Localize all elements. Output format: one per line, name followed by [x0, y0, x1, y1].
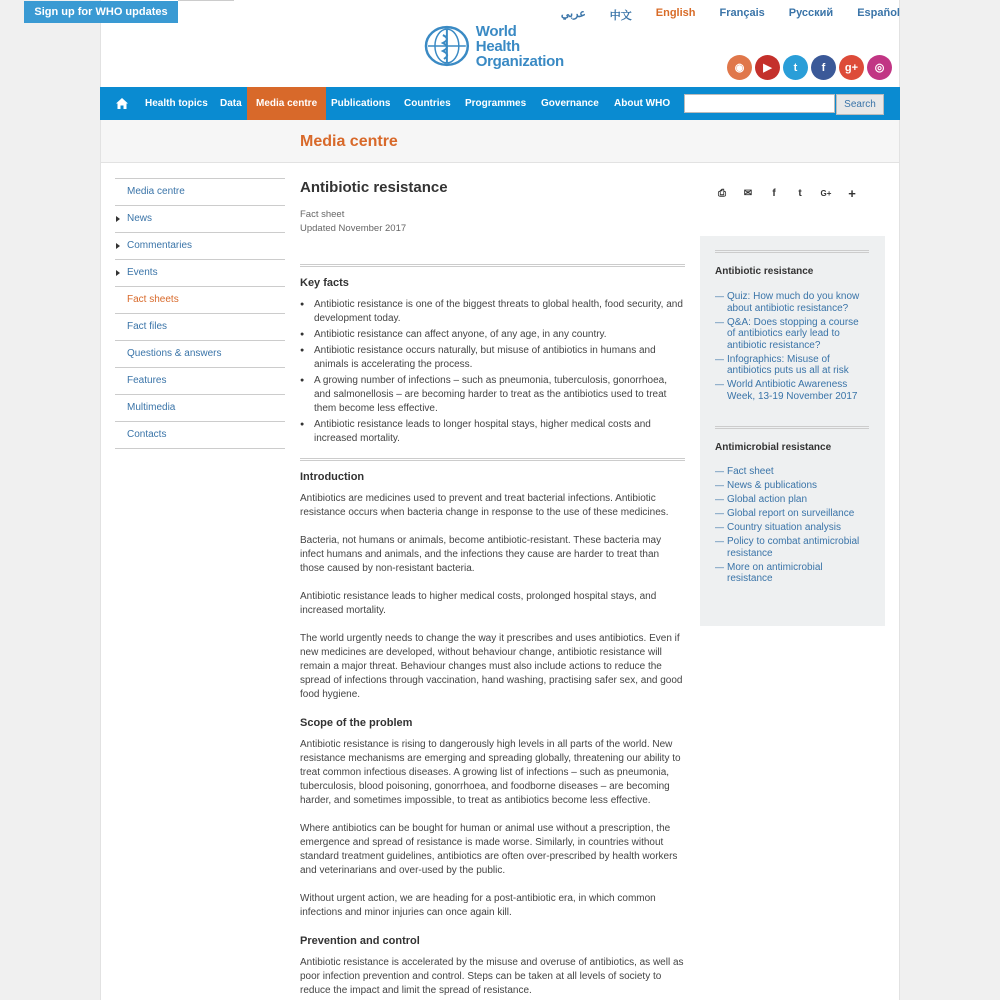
sidebar-links: [715, 291, 869, 405]
prevention-paragraph: Antibiotic resistance is accelerated by the misuse and overuse of antibiotics, as well as poor infection prevention and control. Steps can be taken at all levels of society to reduce the impact and limit the spread of resistance.: [300, 957, 684, 996]
logo-line-1: World Health: [475, 22, 520, 55]
key-fact-item: ● A growing number of infections – such as pneumonia, tuberculosis, gonorrhoea, and salmonellosis – are becoming harder to treat as the antibiotics used to treat them become less effective.: [300, 374, 685, 416]
intro-paragraph: Antibiotic resistance leads to higher medical costs, prolonged hospital stays, and increased mortality.: [300, 591, 657, 616]
key-facts-list: [300, 298, 685, 446]
scope-paragraph: Without urgent action, we are heading for a post-antibiotic era, in which common infections and minor injuries can once again kill.: [300, 893, 656, 918]
key-fact-item: ● Antibiotic resistance can affect anyone, of any age, in any country.: [300, 328, 685, 342]
section-header: [101, 120, 899, 163]
social-links: [727, 55, 895, 80]
who-emblem-icon: [424, 25, 470, 67]
youtube-icon[interactable]: ▶: [755, 55, 780, 80]
article-title: Antibiotic resistance: [300, 179, 448, 196]
article: [300, 178, 685, 998]
caret-right-icon: [116, 216, 120, 222]
google-plus-icon[interactable]: g+: [839, 55, 864, 80]
sidebar-link[interactable]: — Infographics: Misuse of antibiotics puts us all at risk: [715, 354, 869, 377]
leftnav-label: Commentaries: [127, 240, 193, 251]
lang-english[interactable]: English: [655, 7, 696, 19]
sidebar-link[interactable]: — More on antimicrobial resistance: [715, 562, 869, 585]
rss-icon[interactable]: ◉: [727, 55, 752, 80]
print-icon[interactable]: ⎙: [718, 188, 726, 199]
sidebar-link[interactable]: — Country situation analysis: [715, 522, 869, 534]
key-fact-item: ● Antibiotic resistance is one of the biggest threats to global health, food security, and development today.: [300, 298, 685, 326]
nav-publications[interactable]: Publications: [331, 98, 391, 109]
signup-divider: [178, 0, 234, 1]
language-selector: [561, 7, 900, 23]
sidebar-heading: Antibiotic resistance: [715, 266, 814, 277]
key-fact-item: ● Antibiotic resistance leads to longer hospital stays, higher medical costs and increased mortality.: [300, 418, 685, 446]
leftnav-label: Contacts: [127, 429, 167, 440]
search-button[interactable]: Search: [836, 94, 884, 115]
nav-countries[interactable]: Countries: [404, 98, 451, 109]
sidebar-link[interactable]: — Policy to combat antimicrobial resistance: [715, 536, 869, 559]
home-icon[interactable]: [116, 87, 130, 120]
sidebar-link[interactable]: — Quiz: How much do you know about antibiotic resistance?: [715, 291, 869, 314]
divider: [300, 264, 685, 267]
intro-paragraph: Bacteria, not humans or animals, become antibiotic-resistant. These bacteria may infect humans and animals, and the infections they cause are harder to treat than those caused by non-resistant bacteria.: [300, 535, 662, 574]
prevention-heading: Prevention and control: [300, 935, 420, 947]
more-share-icon[interactable]: +: [848, 186, 856, 201]
left-nav: [115, 178, 285, 449]
google-plus-share-icon[interactable]: G+: [820, 189, 832, 198]
signup-button[interactable]: Sign up for WHO updates: [24, 1, 178, 23]
sidebar-links: [715, 466, 869, 587]
logo-line-2: Organization: [475, 52, 564, 70]
article-updated: Updated November 2017: [300, 223, 407, 234]
who-logo[interactable]: [424, 22, 564, 70]
lang-arabic[interactable]: عربي: [560, 8, 586, 20]
nav-programmes[interactable]: Programmes: [465, 98, 527, 109]
key-fact-item: ● Antibiotic resistance occurs naturally, but misuse of antibiotics in humans and animals is accelerating the process.: [300, 344, 685, 372]
instagram-icon[interactable]: ◎: [867, 55, 892, 80]
related-sidebar: [700, 236, 885, 626]
sidebar-link[interactable]: — Global report on surveillance: [715, 508, 869, 520]
twitter-share-icon[interactable]: t: [798, 188, 802, 199]
intro-heading: Introduction: [300, 471, 365, 483]
leftnav-label: Fact files: [127, 321, 168, 332]
nav-about-who[interactable]: About WHO: [614, 98, 671, 109]
sidebar-heading: Antimicrobial resistance: [715, 442, 832, 453]
leftnav-news[interactable]: [115, 206, 285, 233]
sidebar-link[interactable]: — World Antibiotic Awareness Week, 13-19 November 2017: [715, 379, 869, 402]
section-title: Media centre: [300, 133, 398, 150]
leftnav-label: Questions & answers: [127, 348, 222, 359]
scope-paragraph: Antibiotic resistance is rising to dangerously high levels in all parts of the world. New resistance mechanisms are emerging and spreading globally, threatening our ability to treat common infectious diseases. A growing list of infections – such as pneumonia, tuberculosis, blood poisoning, gonorrhoea, and foodborne diseases – are becoming harder, and sometimes impossible, to treat as antibiotics become less effective.: [300, 739, 681, 806]
leftnav-media-centre[interactable]: [115, 179, 285, 206]
nav-data[interactable]: Data: [220, 98, 242, 109]
intro-paragraph: Antibiotics are medicines used to prevent and treat bacterial infections. Antibiotic resistance occurs when bacteria change in response to the use of these medicines.: [300, 493, 669, 518]
sidebar-divider: [715, 426, 869, 429]
caret-right-icon: [116, 270, 120, 276]
leftnav-events[interactable]: [115, 260, 285, 287]
leftnav-label: Multimedia: [127, 402, 176, 413]
leftnav-multimedia[interactable]: [115, 395, 285, 422]
leftnav-questions-answers[interactable]: [115, 341, 285, 368]
leftnav-commentaries[interactable]: [115, 233, 285, 260]
leftnav-label: Events: [127, 267, 158, 278]
intro-paragraph: The world urgently needs to change the way it prescribes and uses antibiotics. Even if new medicines are developed, without behaviour change, antibiotic resistance will remain a major threat. Behaviour changes must also include actions to reduce the spread of infections through vaccination, hand washing, practising safer sex, and good food hygiene.: [300, 633, 683, 700]
lang-russian[interactable]: Русский: [788, 7, 834, 19]
leftnav-fact-sheets[interactable]: [115, 287, 285, 314]
leftnav-fact-files[interactable]: [115, 314, 285, 341]
key-facts-heading: Key facts: [300, 277, 349, 289]
lang-french[interactable]: Français: [719, 7, 765, 19]
scope-paragraph: Where antibiotics can be bought for human or animal use without a prescription, the emergence and spread of resistance is made worse. Similarly, in countries without standard treatment guidelines, antibiotics are often over-prescribed by health workers and veterinarians and over-used by the public.: [300, 823, 678, 876]
divider: [300, 458, 685, 461]
sidebar-link[interactable]: — Q&A: Does stopping a course of antibiotics early lead to antibiotic resistance?: [715, 317, 869, 352]
leftnav-contacts[interactable]: [115, 422, 285, 449]
sidebar-link[interactable]: — Fact sheet: [715, 466, 869, 478]
email-icon[interactable]: ✉: [743, 188, 753, 199]
article-type: Fact sheet: [300, 209, 345, 220]
article-meta: [300, 208, 685, 236]
nav-media-centre[interactable]: Media centre: [247, 87, 326, 120]
nav-governance[interactable]: Governance: [541, 98, 599, 109]
sidebar-link[interactable]: — Global action plan: [715, 494, 869, 506]
leftnav-label: Media centre: [127, 186, 185, 197]
search-input[interactable]: [684, 94, 835, 113]
leftnav-label: Features: [127, 375, 167, 386]
twitter-icon[interactable]: t: [783, 55, 808, 80]
main-nav: [100, 87, 900, 120]
facebook-share-icon[interactable]: f: [772, 188, 776, 199]
lang-spanish[interactable]: Español: [857, 7, 900, 19]
nav-health-topics[interactable]: Health topics: [145, 98, 208, 109]
sidebar-link[interactable]: — News & publications: [715, 480, 869, 492]
who-logo-text: [476, 24, 564, 69]
scope-heading: Scope of the problem: [300, 717, 413, 729]
share-toolbar: [716, 187, 872, 201]
facebook-icon[interactable]: f: [811, 55, 836, 80]
caret-right-icon: [116, 243, 120, 249]
lang-chinese[interactable]: 中文: [609, 10, 632, 22]
leftnav-features[interactable]: [115, 368, 285, 395]
leftnav-label: News: [127, 213, 153, 224]
leftnav-label: Fact sheets: [127, 294, 179, 305]
sidebar-divider: [715, 250, 869, 253]
